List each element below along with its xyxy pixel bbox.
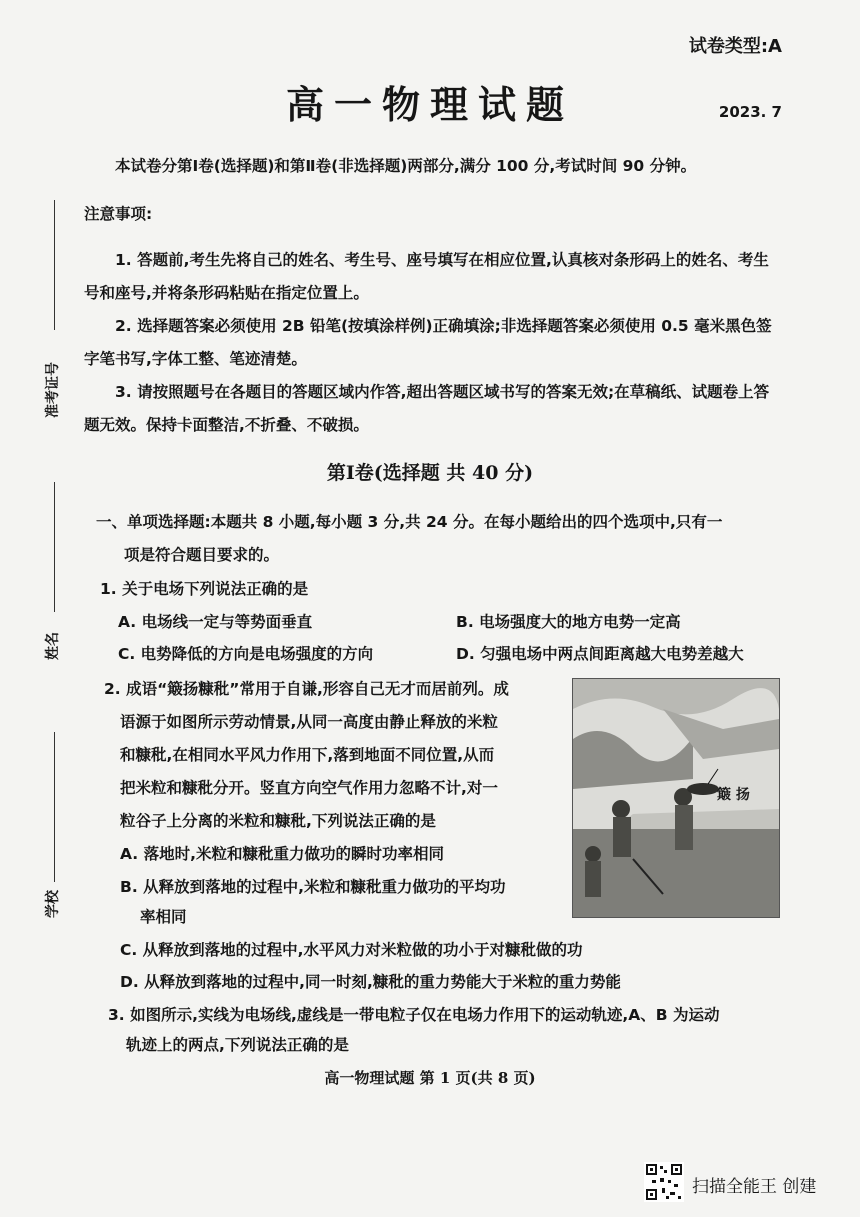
margin-line — [54, 482, 55, 612]
question-2-stem-line: 把米粒和糠秕分开。竖直方向空气作用力忽略不计,对一 — [120, 779, 498, 797]
exam-intro: 本试卷分第Ⅰ卷(选择题)和第Ⅱ卷(非选择题)两部分,满分 100 分,考试时间 90 分钟。 — [115, 157, 697, 175]
question-1-option-d: D. 匀强电场中两点间距离越大电势差越大 — [456, 645, 744, 663]
question-2-option-a: A. 落地时,米粒和糠秕重力做功的瞬时功率相同 — [120, 845, 444, 863]
question-1-option-b: B. 电场强度大的地方电势一定高 — [456, 613, 681, 631]
margin-line — [54, 732, 55, 882]
question-2-stem-line: 2. 成语“簸扬糠秕”常用于自谦,形容自己无才而居前列。成 — [104, 680, 509, 698]
paper-type: 试卷类型:A — [688, 36, 782, 57]
question-2-stem-line: 语源于如图所示劳动情景,从同一高度由静止释放的米粒 — [120, 713, 498, 731]
question-1-option-a: A. 电场线一定与等势面垂直 — [118, 613, 313, 631]
exam-date: 2023. 7 — [718, 103, 782, 121]
question-1-option-c: C. 电势降低的方向是电场强度的方向 — [118, 645, 374, 663]
question-2-stem-line: 粒谷子上分离的米粒和糠秕,下列说法正确的是 — [120, 812, 436, 830]
figure-label: 簸 扬 — [717, 787, 750, 803]
section-title: 第Ⅰ卷(选择题 共 40 分) — [326, 462, 534, 484]
part-one-instruction-cont: 项是符合题目要求的。 — [124, 546, 280, 564]
page-title: 高一物理试题 — [285, 82, 574, 127]
question-3-stem: 3. 如图所示,实线为电场线,虚线是一带电粒子仅在电场力作用下的运动轨迹,A、B 为运动 — [108, 1006, 720, 1024]
margin-exam-number-label: 准考证号 — [45, 362, 61, 418]
question-2-option-b: B. 从释放到落地的过程中,米粒和糠秕重力做功的平均功 — [120, 878, 506, 896]
qr-code-icon — [644, 1162, 684, 1202]
page-footer: 高一物理试题 第 1 页(共 8 页) — [324, 1069, 536, 1087]
question-1-stem: 1. 关于电场下列说法正确的是 — [100, 580, 309, 598]
notice-heading: 注意事项: — [84, 205, 153, 223]
question-2-option-b-cont: 率相同 — [140, 908, 187, 926]
notice-item-1: 1. 答题前,考生先将自己的姓名、考生号、座号填写在相应位置,认真核对条形码上的姓名、考生号和座号,并将条形码粘贴在指定位置上。 — [84, 251, 769, 302]
scanner-watermark: 扫描全能王 创建 — [692, 1177, 817, 1197]
question-3-stem-cont: 轨迹上的两点,下列说法正确的是 — [126, 1036, 349, 1054]
notice-item-2: 2. 选择题答案必须使用 2B 铅笔(按填涂样例)正确填涂;非选择题答案必须使用 0.5 毫米黑色签字笔书写,字体工整、笔迹清楚。 — [84, 317, 772, 368]
margin-line — [54, 200, 55, 330]
margin-school-label: 学校 — [45, 890, 61, 918]
question-2-option-c: C. 从释放到落地的过程中,水平风力对米粒做的功小于对糠秕做的功 — [120, 941, 583, 959]
question-2-stem-line: 和糠秕,在相同水平风力作用下,落到地面不同位置,从而 — [120, 746, 495, 764]
notice-item-3: 3. 请按照题号在各题目的答题区域内作答,超出答题区域书写的答案无效;在草稿纸、试题卷上答题无效。保持卡面整洁,不折叠、不破损。 — [84, 383, 770, 434]
part-one-instruction: 一、单项选择题:本题共 8 小题,每小题 3 分,共 24 分。在每小题给出的四个选项中,只有一 — [96, 513, 723, 531]
margin-name-label: 姓名 — [45, 632, 61, 660]
question-2-option-d: D. 从释放到落地的过程中,同一时刻,糠秕的重力势能大于米粒的重力势能 — [120, 973, 621, 991]
